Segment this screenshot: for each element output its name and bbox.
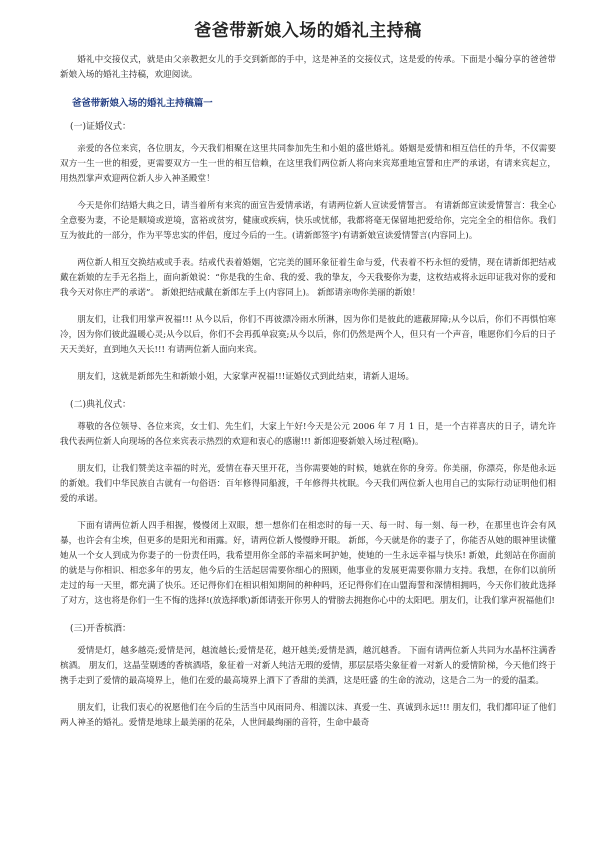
paragraph: 爱情是灯，越多越亮;爱情是河，越流越长;爱情是花，越开越美;爱情是酒，越沉越香。 下面有请两位新人共同为水晶杯注满香槟酒。 朋友们，这晶莹剔透的香槟酒塔，象征着一对新人纯洁无瑕的爱情，那层层塔尖象征着一对新人的爱情阶梯，今天他们终于携手走到了爱情的最高境界上，他们在爱的最高境界上酒下了香甜的美酒，这是旺盛 的生命的流动，这是合二为一的爱的温柔。: [60, 646, 556, 686]
subtitle: 爸爸带新娘入场的婚礼主持稿篇一: [72, 98, 213, 109]
paragraph: 两位新人相互交换结戒或手表。结戒代表着婚姻，它完美的圆环象征着生命与爱，代表着不朽永恒的爱情，现在请新郎把结戒戴在新娘的左手无名指上，面向新娘说：“你是我的生命、我的爱、我的挚友，今天我娶你为妻，这枚结戒将永远印证我对你的爱和我今天对你庄严的承诺”。 新娘把结戒戴在新郎左手上(内容同上)。 新郎请亲吻你美丽的新娘！: [60, 258, 556, 298]
section-heading-2: (二)典礼仪式：: [70, 400, 132, 410]
paragraph: 朋友们，这就是新郎先生和新娘小姐，大家掌声祝福!!!证婚仪式到此结束，请新人退场。: [77, 372, 415, 382]
paragraph: 下面有请两位新人四手相握，慢慢闭上双眼，想一想你们在相恋时的每一天、每一时、每一刻、每一秒，在那里也许会有风暴，也许会有尘埃，但更多的是阳光和雨露。好，请两位新人慢慢睁开眼。 新郎，今天就是你的妻子了，你能否从她的眼神里读懂她从一个女人到成为你妻子的一份责任吗，我希望用你全部的幸福来呵护她，使她的一生永远幸福与快乐! 新娘，此刻站在你面前的就是与你相识、相恋多年的男友，他今后的生活起居需要你细心的照顾，他事业的发展更需要你鼎力支持。我想，在你们以前所走过的每一天里，都充满了快乐。还记得你们在相识相知期间的种种吗，还记得你们在山盟海誓和深情相拥吗，今天你们彼此选择了对方，这也将是你们一生不悔的选择!(放选择歌)新郎请张开你男人的臂膀去拥抱你心中的太阳吧。朋友们，让我们掌声祝福他们!: [60, 521, 556, 606]
paragraph: 朋友们，让我们衷心的祝愿他们在今后的生活当中风雨同舟、相濡以沫、真爱一生、真诚到永远!!! 朋友们，我们都印证了他们两人神圣的婚礼。爱情是地球上最美丽的花朵，人世间最绚丽的音符，生命中最奇: [60, 703, 556, 728]
paragraph: 尊敬的各位领导、各位来宾，女士们、先生们，大家上午好!今天是公元 2006 年 7 月 1 日，是一个吉祥喜庆的日子，请允许我代表两位新人向现场的各位来宾表示热烈的欢迎和衷心的感谢!!! 新郎迎娶新娘入场过程(略)。: [60, 422, 556, 447]
section-heading-3: (三)开香槟酒：: [70, 624, 132, 634]
paragraph: 朋友们，让我们用掌声祝福!!! 从今以后，你们不再彼漂冷雨水所淋，因为你们是彼此的遮蔽屏障;从今以后，你们不再惧怕寒冷，因为你们彼此温暖心灵;从今以后，你们不会再孤单寂寞;从今以后，你们仍然是两个人，但只有一个声音，唯愿你们今后的日子天天美好，直到地久天长!!! 有请两位新人面向来宾。: [60, 315, 556, 355]
paragraph: 朋友们，让我们赞美这幸福的时光，爱情在春天里开花，当你需要她的时候，她就在你的身旁。你美丽，你漂亮，你是他永远的新娘。我们中华民族自古就有一句俗语：百年修得同船渡，千年修得共枕眠。今天我们两位新人也用自己的实际行动证明他们相爱的承诺。: [60, 464, 556, 504]
paragraph: 今天是你们结婚大典之日，请当着所有来宾的面宣告爱情承诺，有请两位新人宣读爱情誓言。 有请新郎宣读爱情誓言：我全心全意娶为妻，不论是顺境或逆境，富裕或贫穷，健康或疾病，快乐或忧郁，我都将毫无保留地把爱给你，完完全全的相信你。我们互为彼此的一部分，作为平等忠实的伴侣，度过今后的一生。(请新郎签字)有请新娘宣读爱情誓言(内容同上)。: [60, 201, 556, 241]
paragraph: 亲爱的各位来宾，各位朋友，今天我们相聚在这里共同参加先生和小姐的盛世婚礼。婚姻是爱情和相互信任的升华，不仅需要双方一生一世的相爱，更需要双方一生一世的相互信赖，在这里我们两位新人将向来宾郑重地宣誓和庄严的承诺，有请来宾起立，用热烈掌声欢迎两位新人步入神圣殿堂！: [60, 144, 556, 184]
intro-paragraph: 婚礼中交接仪式，就是由父亲教把女儿的手交到新郎的手中，这是神圣的交接仪式，这是爱的传承。下面是小编分享的爸爸带新娘入场的婚礼主持稿，欢迎阅读。: [60, 55, 556, 80]
document-title: 爸爸带新娘入场的婚礼主持稿: [194, 21, 422, 41]
section-heading-1: (一)证婚仪式：: [70, 122, 132, 132]
